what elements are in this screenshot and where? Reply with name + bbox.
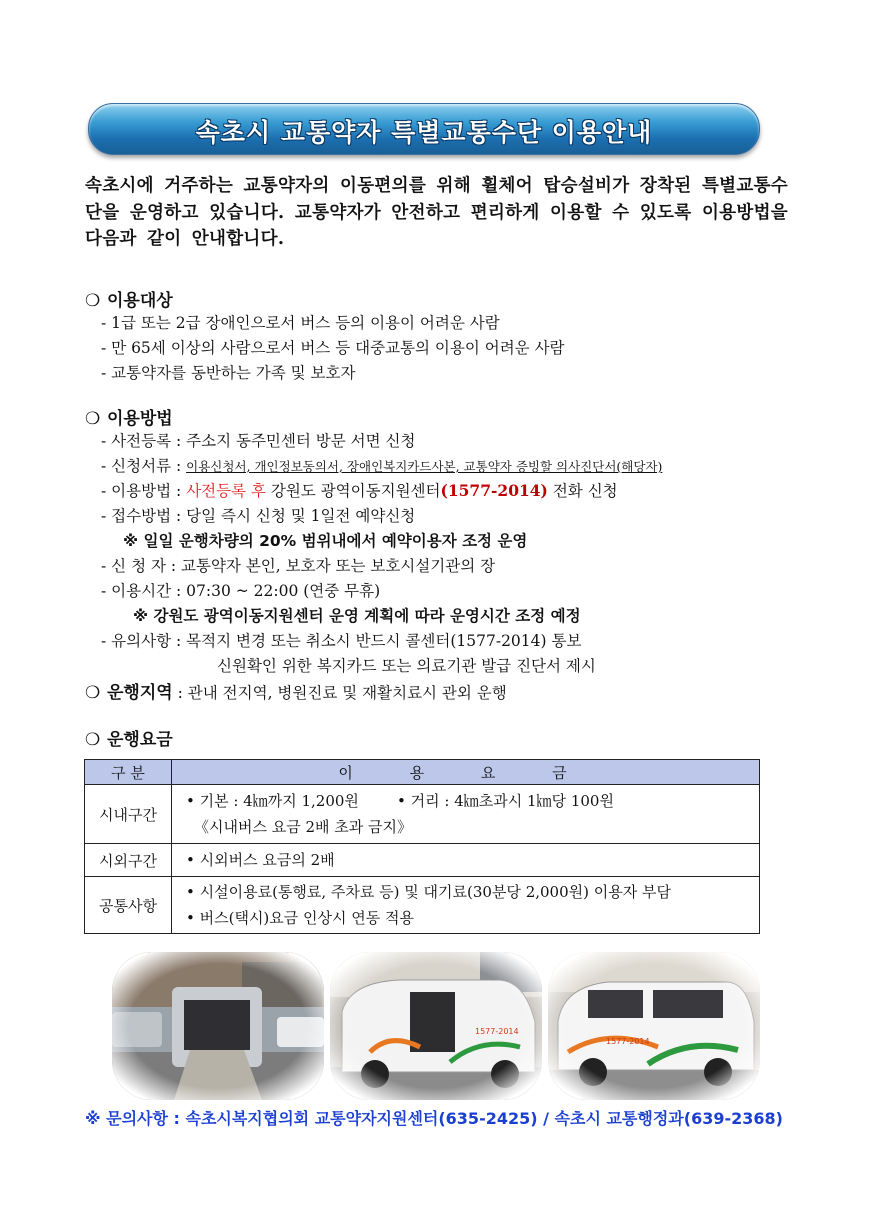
usage-center: 강원도 광역이동지원센터 [265,482,441,500]
section-target-heading [85,286,173,311]
method-documents [101,454,662,476]
table-row [85,844,760,877]
usage-highlight: 사전등록 후 [186,482,266,500]
fee-line: • 기본 : 4㎞까지 1,200원 • 거리 : 4㎞초과시 1㎞당 100원 [186,792,614,810]
row-category: 공통사항 [85,877,172,934]
method-applicant: - 신 청 자 : 교통약자 본인, 보호자 또는 보호시설기관의 장 [101,557,496,575]
target-item-2: - 만 65세 이상의 사람으로서 버스 등 대중교통의 이용이 어려운 사람 [101,339,565,357]
fee-table-header [85,760,760,785]
method-pre-registration: - 사전등록 : 주소지 동주민센터 방문 서면 신청 [101,432,416,450]
row-fee [172,877,760,934]
section-area-title: 운행지역 [107,683,173,703]
photo-van-ramp [112,952,324,1100]
section-area-heading [85,678,507,703]
hours-note: ※ 강원도 광역이동지원센터 운영 계획에 따라 운영시간 조정 예정 [133,607,581,625]
circle-bullet-icon: ❍ [85,291,101,311]
row-category: 시내구간 [85,785,172,844]
area-text: : 관내 전지역, 병원진료 및 재활치료시 관외 운행 [172,684,507,702]
table-row [85,785,760,844]
header-fee: 이 용 요 금 [172,760,760,785]
usage-phone: (1577-2014) [440,481,548,500]
section-target-title: 이용대상 [107,291,173,311]
row-fee [172,844,760,877]
usage-label: - 이용방법 : [101,482,187,500]
target-item-3: - 교통약자를 동반하는 가족 및 보호자 [101,364,356,382]
target-item-1: - 1급 또는 2급 장애인으로서 버스 등의 이용이 어려운 사람 [101,314,500,332]
section-method-title: 이용방법 [107,409,173,429]
section-method-heading [85,404,173,429]
photo-van-side-closed [548,952,760,1100]
fee-line: • 시설이용료(통행료, 주차료 등) 및 대기료(30분당 2,000원) 이용자 부담 [186,883,671,901]
circle-bullet-icon: ❍ [85,409,101,429]
title-banner [88,103,760,155]
fee-table [84,759,760,934]
row-category: 시외구간 [85,844,172,877]
intro-paragraph: 속초시에 거주하는 교통약자의 이동편의를 위해 휠체어 탑승설비가 장착된 특별교통수단을 운영하고 있습니다. 교통약자가 안전하고 편리하게 이용할 수 있도록 이용방법을 다음과 같이 안내합니다. [85,176,788,249]
method-reception: - 접수방법 : 당일 즉시 신청 및 1일전 예약신청 [101,507,416,525]
circle-bullet-icon: ❍ [85,730,101,750]
documents-label: - 신청서류 : [101,457,187,475]
method-usage [101,479,618,501]
method-hours: - 이용시간 : 07:30 ~ 22:00 (연중 무휴) [101,582,381,600]
method-caution-2: 신원확인 위한 복지카드 또는 의료기관 발급 진단서 제시 [217,657,596,675]
section-fee-title: 운행요금 [107,730,173,750]
page-title: 속초시 교통약자 특별교통수단 이용안내 [195,118,653,147]
header-category: 구 분 [85,760,172,785]
table-row [85,877,760,934]
fee-line: • 버스(택시)요금 인상시 연동 적용 [186,909,414,927]
fee-line: 《시내버스 요금 2배 초과 금지》 [194,818,413,836]
contact-info: ※ 문의사항 : 속초시복지협의회 교통약자지원센터(635-2425) / 속초시 교통행정과(639-2368) [85,1109,783,1128]
circle-bullet-icon: ❍ [85,683,101,703]
photo-van-side-open [330,952,542,1100]
fee-line: • 시외버스 요금의 2배 [186,851,335,869]
section-fee-heading [85,725,173,750]
row-fee [172,785,760,844]
documents-value: 이용신청서, 개인정보동의서, 장애인복지카드사본, 교통약자 증빙할 의사진단서(해당자) [186,459,663,474]
usage-end: 전화 신청 [547,482,618,500]
reception-note: ※ 일일 운행차량의 20% 범위내에서 예약이용자 조정 운영 [123,532,528,550]
method-caution-1: - 유의사항 : 목적지 변경 또는 취소시 반드시 콜센터(1577-2014) 통보 [101,632,582,650]
